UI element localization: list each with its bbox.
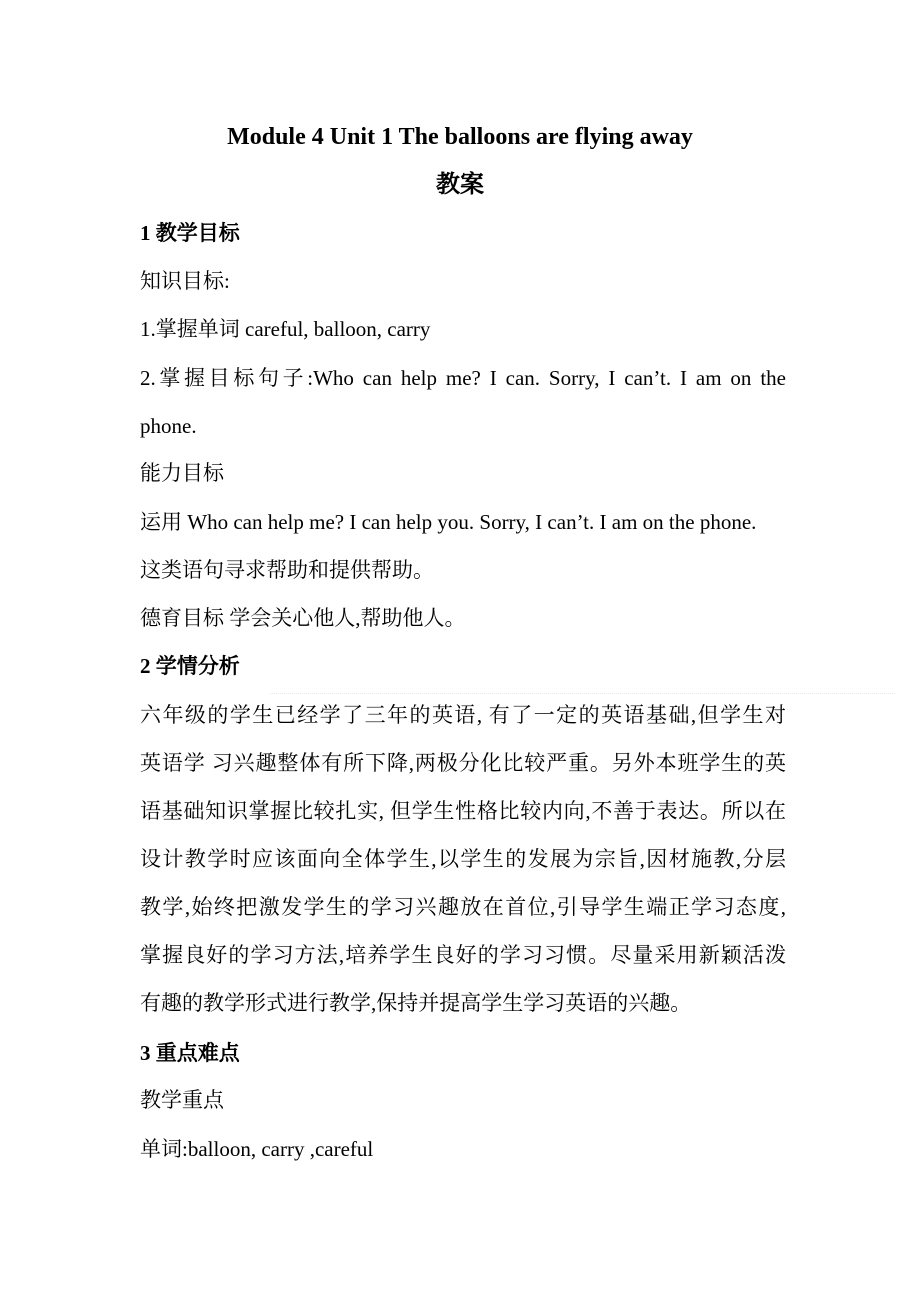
section-heading: 3 重点难点 — [140, 1041, 240, 1065]
paragraph-line: 有趣的教学形式进行教学,保持并提高学生学习英语的兴趣。 — [140, 991, 692, 1015]
document-subtitle: 教案 — [436, 172, 484, 198]
paragraph-line: 掌握良好的学习方法,培养学生良好的学习习惯。尽量采用新颖活泼 — [140, 943, 786, 967]
ability-text: 运用 Who can help me? I can help you. Sorry, I can’t. I am on the phone. — [140, 510, 757, 534]
paragraph-line: 英语学 习兴趣整体有所下降,两极分化比较严重。另外本班学生的英 — [140, 751, 786, 775]
focus-label: 教学重点 — [140, 1088, 224, 1112]
divider — [270, 693, 895, 694]
paragraph-line: 语基础知识掌握比较扎实, 但学生性格比较内向,不善于表达。所以在 — [140, 799, 786, 823]
ability-text: 这类语句寻求帮助和提供帮助。 — [140, 558, 434, 582]
section-heading: 2 学情分析 — [140, 654, 240, 678]
section-heading: 1 教学目标 — [140, 221, 240, 245]
paragraph-line: 设计教学时应该面向全体学生,以学生的发展为宗旨,因材施教,分层 — [140, 847, 786, 871]
document-title: Module 4 Unit 1 The balloons are flying away — [227, 124, 693, 150]
moral-goal: 德育目标 学会关心他人,帮助他人。 — [140, 606, 466, 630]
knowledge-item: 1.掌握单词 careful, balloon, carry — [140, 317, 431, 341]
knowledge-label: 知识目标: — [140, 269, 230, 293]
focus-words: 单词:balloon, carry ,careful — [140, 1137, 374, 1161]
paragraph-line: 教学,始终把激发学生的学习兴趣放在首位,引导学生端正学习态度, — [140, 895, 786, 919]
knowledge-item-cont: phone. — [140, 414, 197, 438]
paragraph-line: 六年级的学生已经学了三年的英语, 有了一定的英语基础,但学生对 — [140, 703, 786, 727]
ability-label: 能力目标 — [140, 461, 224, 485]
knowledge-item: 2.掌握目标句子:Who can help me? I can. Sorry, I can’t. I am on the — [140, 366, 786, 390]
